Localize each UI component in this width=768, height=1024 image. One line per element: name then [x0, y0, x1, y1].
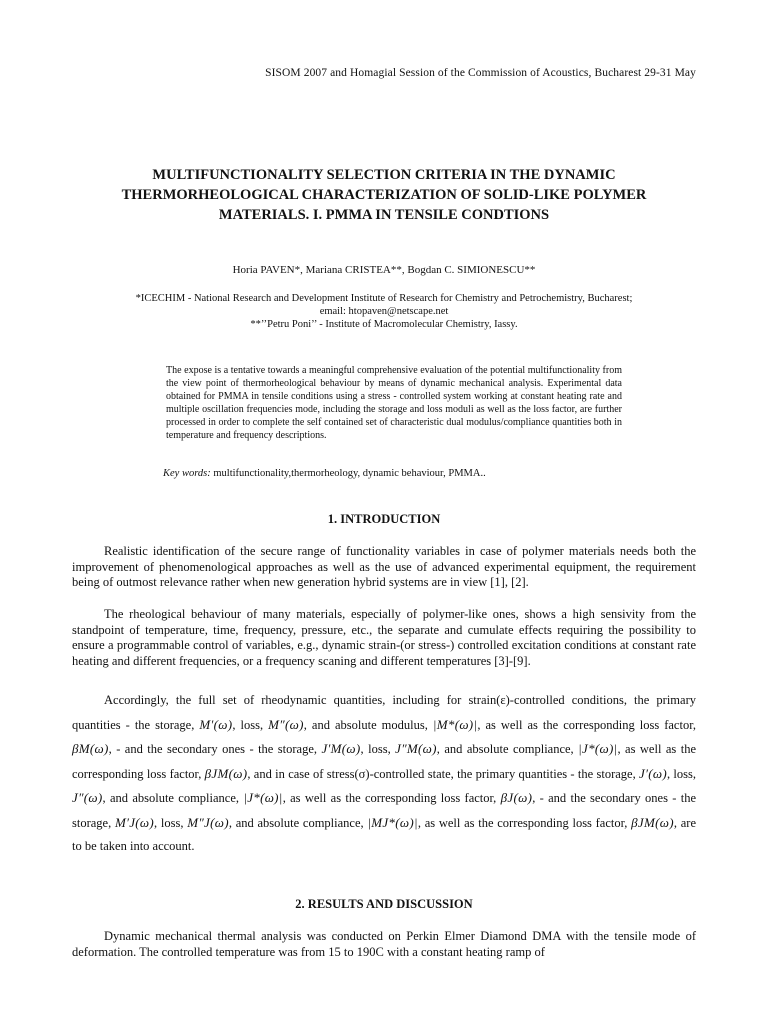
intro-paragraph-3: [72, 689, 696, 859]
title-line-1: MULTIFUNCTIONALITY SELECTION CRITERIA IN THE DYNAMIC: [152, 167, 616, 183]
intro-paragraph-2: The rheological behaviour of many materials, especially of polymer-like ones, shows a high sensivity from the standpoint of temperature, time, frequency, pressure, etc., the separate and cumulate effects requiring the possibility to ensure a programmable control of variables, e.g., dynamic strain-(or stress-) controlled excitation conditions at constant rate heating and different frequencies, or a frequency scaning and different temperatures [3]-[9].: [72, 607, 696, 668]
text-run: , - and the secondary ones - the storage,: [72, 791, 696, 830]
math-loss-factor-jm-2: βJM(ω): [631, 814, 674, 830]
affiliation-icechim: *ICECHIM - National Research and Development Institute of Research for Chemistry and Petrochemistry, Bucharest;: [135, 293, 633, 304]
abstract: The expose is a tentative towards a meaningful comprehensive evaluation of the potential multifunctionality from the view point of thermorheological behaviour by means of dynamic mechanical analysis. Experimental data obtained for PMMA in tensile conditions using a stress - controlled system working at constant heating rate and multiple oscillation frequencies mode, including the storage and loss moduli as well as the loss factor, are further processed in order to complete the self contained set of characteristic dual modulus/compliance quantities both in temperature and frequency descriptions.: [166, 365, 622, 441]
title-line-2: THERMORHEOLOGICAL CHARACTERIZATION OF SOLID-LIKE POLYMER: [121, 187, 647, 203]
text-run: , loss,: [666, 766, 696, 781]
math-absolute-modulus: |M*(ω)|: [432, 716, 478, 732]
text-run: , and absolute compliance,: [228, 815, 368, 830]
text-run: , and absolute modulus,: [303, 717, 433, 732]
math-absolute-compliance: |J*(ω)|: [243, 790, 283, 805]
section-heading-results: 2. RESULTS AND DISCUSSION: [295, 897, 473, 911]
text-run: , and absolute compliance,: [436, 742, 579, 756]
math-loss-factor-j: βJ(ω): [500, 790, 533, 805]
math-loss-modulus-j: M″J(ω): [187, 814, 229, 830]
text-run: , as well as the corresponding loss factor,: [477, 717, 696, 732]
title-line-3: MATERIALS. I. PMMA IN TENSILE CONDTIONS: [218, 207, 550, 223]
math-loss-compliance: J″(ω): [72, 790, 103, 805]
math-storage-modulus-j: M′J(ω): [114, 814, 155, 830]
section-heading-introduction: 1. INTRODUCTION: [327, 512, 441, 526]
text-run: , - and the secondary ones - the storage,: [108, 742, 322, 756]
keywords-label: Key words:: [163, 468, 211, 479]
math-storage-compliance-m: J′M(ω): [321, 741, 361, 756]
math-storage-modulus: M′(ω): [199, 716, 233, 732]
paper-title: [90, 165, 678, 225]
intro-paragraph-1: Realistic identification of the secure range of functionality variables in case of polymer materials needs both the improvement of phenomenological approaches as well as the use of advanced experimental equipment, the requirement being of outmost relevance rather when new generation hybrid systems are in view [1], [2].: [72, 544, 696, 589]
author-list: Horia PAVEN*, Mariana CRISTEA**, Bogdan C. SIMIONESCU**: [232, 264, 536, 276]
math-absolute-compliance-m: |J*(ω)|: [578, 741, 618, 756]
text-run: , as well as the corresponding loss factor,: [417, 815, 632, 830]
keywords-list: multifunctionality,thermorheology, dynamic behaviour, PMMA..: [210, 468, 486, 479]
results-paragraph-1: Dynamic mechanical thermal analysis was conducted on Perkin Elmer Diamond DMA with the tensile mode of deformation. The controlled temperature was from 15 to 190C with a constant heating ramp of: [72, 929, 696, 959]
math-loss-compliance-m: J″M(ω): [395, 741, 437, 756]
affiliation-petru-poni: **’’Petru Poni’’ - Institute of Macromolecular Chemistry, Iassy.: [250, 319, 518, 330]
text-run: , and absolute compliance,: [102, 791, 244, 805]
text-run: , as well as the corresponding loss factor,: [72, 742, 696, 781]
math-absolute-modulus-j: |MJ*(ω)|: [367, 814, 418, 830]
text-run: , loss,: [154, 815, 188, 830]
math-loss-factor-m: βM(ω): [72, 741, 109, 756]
text-run: , are to be taken into account.: [72, 815, 696, 853]
text-run: , and in case of stress(σ)-controlled state, the primary quantities - the storage,: [247, 766, 640, 781]
text-run: Accordingly, the full set of rheodynamic quantities, including for strain(ε)-controlled conditions, the primary quantities - the storage,: [72, 693, 696, 732]
math-loss-factor-jm: βJM(ω): [204, 765, 248, 781]
text-run: , as well as the corresponding loss factor,: [282, 791, 501, 805]
text-run: , loss,: [232, 717, 269, 732]
math-storage-compliance: J′(ω): [639, 765, 667, 781]
keywords: [163, 468, 633, 479]
affiliation-email: email: htopaven@netscape.net: [319, 306, 449, 317]
text-run: , loss,: [360, 742, 396, 756]
affiliations: [90, 292, 678, 331]
conference-header: SISOM 2007 and Homagial Session of the Commission of Acoustics, Bucharest 29-31 May: [265, 67, 696, 79]
math-loss-modulus: M″(ω): [268, 716, 304, 732]
